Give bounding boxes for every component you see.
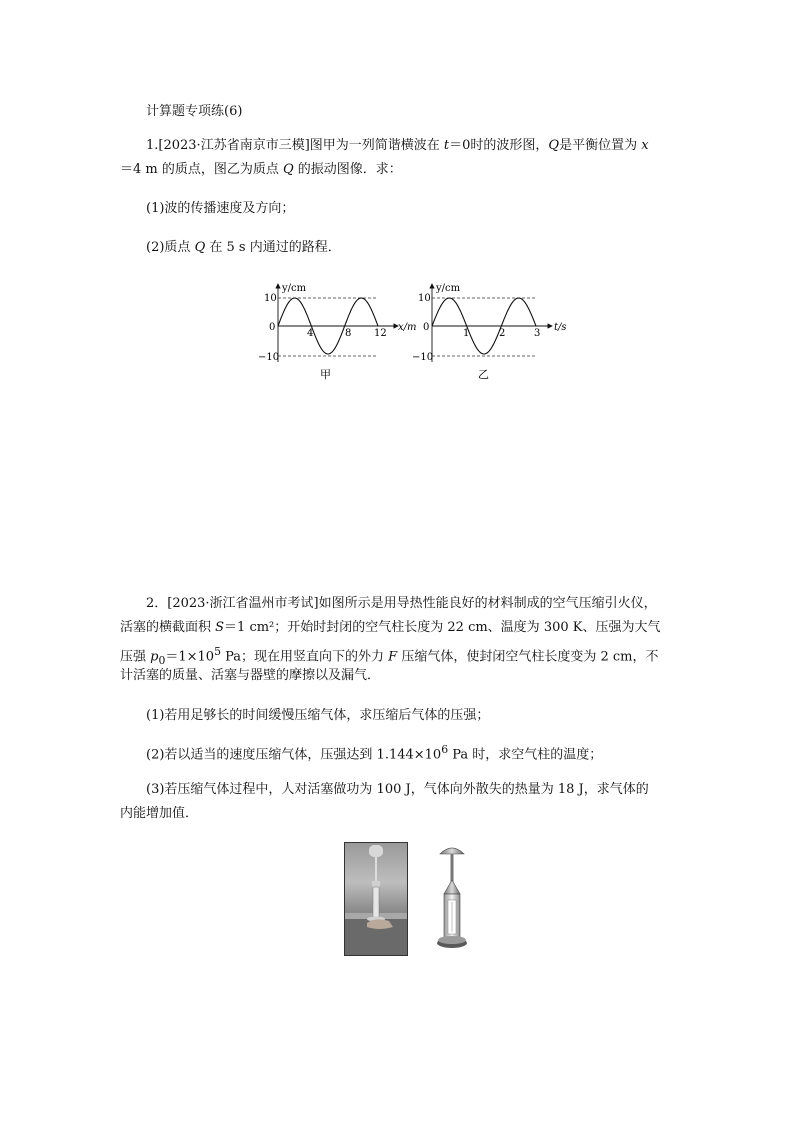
q1-text: ＝4 m 的质点，图乙为质点	[120, 162, 283, 177]
q2-text: ＝1×10	[165, 649, 215, 665]
page-title: 计算题专项练(6)	[146, 104, 243, 119]
fire-syringe-diagram	[432, 842, 472, 954]
q1-sub2-text: (2)质点	[146, 240, 195, 255]
q2-sub1: (1)若用足够长的时间缓慢压缩气体，求压缩后气体的压强；	[146, 708, 490, 723]
yi-t-tick-1: 1	[463, 328, 470, 339]
q2-text: Pa；现在用竖直向下的外力	[220, 649, 389, 665]
q1-text: 的振动图像．求：	[293, 162, 402, 177]
jia-y-tick-0: 0	[269, 322, 276, 333]
q2-sub2-text: Pa 时，求空气柱的温度；	[448, 747, 603, 763]
q1-sub1: (1)波的传播速度及方向；	[146, 201, 295, 216]
yi-caption: 乙	[478, 368, 489, 381]
wave-figures-svg	[258, 282, 572, 392]
q1-stem-line2	[120, 158, 686, 182]
jia-y-label: y/cm	[282, 283, 307, 294]
q2-sub3-line1: (3)若压缩气体过程中，人对活塞做功为 100 J，气体向外散失的热量为 18 J，求气体的	[146, 782, 649, 797]
vibration-graph-yi	[412, 283, 567, 381]
jia-caption: 甲	[320, 368, 331, 381]
yi-t-tick-2: 2	[499, 328, 506, 339]
jia-y-tick-neg10: −10	[258, 352, 280, 363]
q1-sub2-text: 在 5 s 内通过的路程．	[205, 240, 341, 255]
jia-x-tick-12: 12	[374, 328, 387, 339]
jia-x-label: x/m	[398, 322, 417, 333]
q2-sub-0: 0	[158, 653, 166, 667]
q2-sub2	[146, 743, 602, 762]
q1-var-x: x	[641, 138, 649, 153]
q1-var-Q: Q	[283, 162, 294, 177]
q1-text: ＝0时的波形图，	[449, 138, 549, 153]
q1-stem-line1	[120, 134, 686, 158]
jia-x-tick-8: 8	[345, 328, 352, 339]
q1-var-Q: Q	[548, 138, 560, 153]
q2-sup-5: 5	[214, 645, 221, 658]
q2-sub2-text: (2)若以适当的速度压缩气体，压强达到 1.144×10	[146, 747, 442, 763]
q2-text: 压缩气体，使封闭空气柱长度变为 2 cm，不	[397, 649, 659, 665]
jia-x-tick-4: 4	[307, 328, 314, 339]
q1-text: 是平衡位置为	[559, 138, 642, 153]
wave-graph-jia	[258, 283, 417, 381]
q2-var-p: p	[150, 649, 159, 665]
q1-sub2	[146, 236, 341, 255]
jia-y-tick-10: 10	[264, 293, 277, 304]
q2-sub3-line2: 内能增加值．	[120, 806, 199, 821]
q1-figures	[258, 282, 572, 392]
q2-stem-line2	[120, 616, 686, 640]
fire-syringe-photo	[344, 842, 408, 956]
q2-var-F: F	[388, 649, 398, 665]
q1-text: 1.[2023·江苏省南京市三模]图甲为一列简谐横波在	[146, 138, 444, 153]
yi-t-label: t/s	[554, 322, 567, 333]
q2-stem-line4: 计活塞的质量、活塞与器壁的摩擦以及漏气．	[120, 668, 381, 683]
yi-y-tick-0: 0	[423, 322, 430, 333]
q2-stem-line1: 2．[2023·浙江省温州市考试]如图所示是用导热性能良好的材料制成的空气压缩引火仪，	[146, 596, 657, 611]
yi-y-label: y/cm	[436, 283, 461, 294]
yi-t-tick-3: 3	[534, 328, 541, 339]
q2-text: 活塞的横截面积	[120, 620, 216, 635]
q1-var-t: t	[443, 138, 450, 153]
q2-sub2-sup-6: 6	[441, 743, 449, 756]
yi-y-tick-neg10: −10	[412, 352, 434, 363]
yi-y-tick-10: 10	[418, 293, 431, 304]
q2-text: ＝1 cm²；开始时封闭的空气柱长度为 22 cm、温度为 300 K、压强为大气	[224, 620, 661, 635]
q1-var-Q: Q	[194, 240, 206, 255]
q2-text: 压强	[120, 649, 151, 665]
q2-var-S: S	[215, 620, 225, 635]
